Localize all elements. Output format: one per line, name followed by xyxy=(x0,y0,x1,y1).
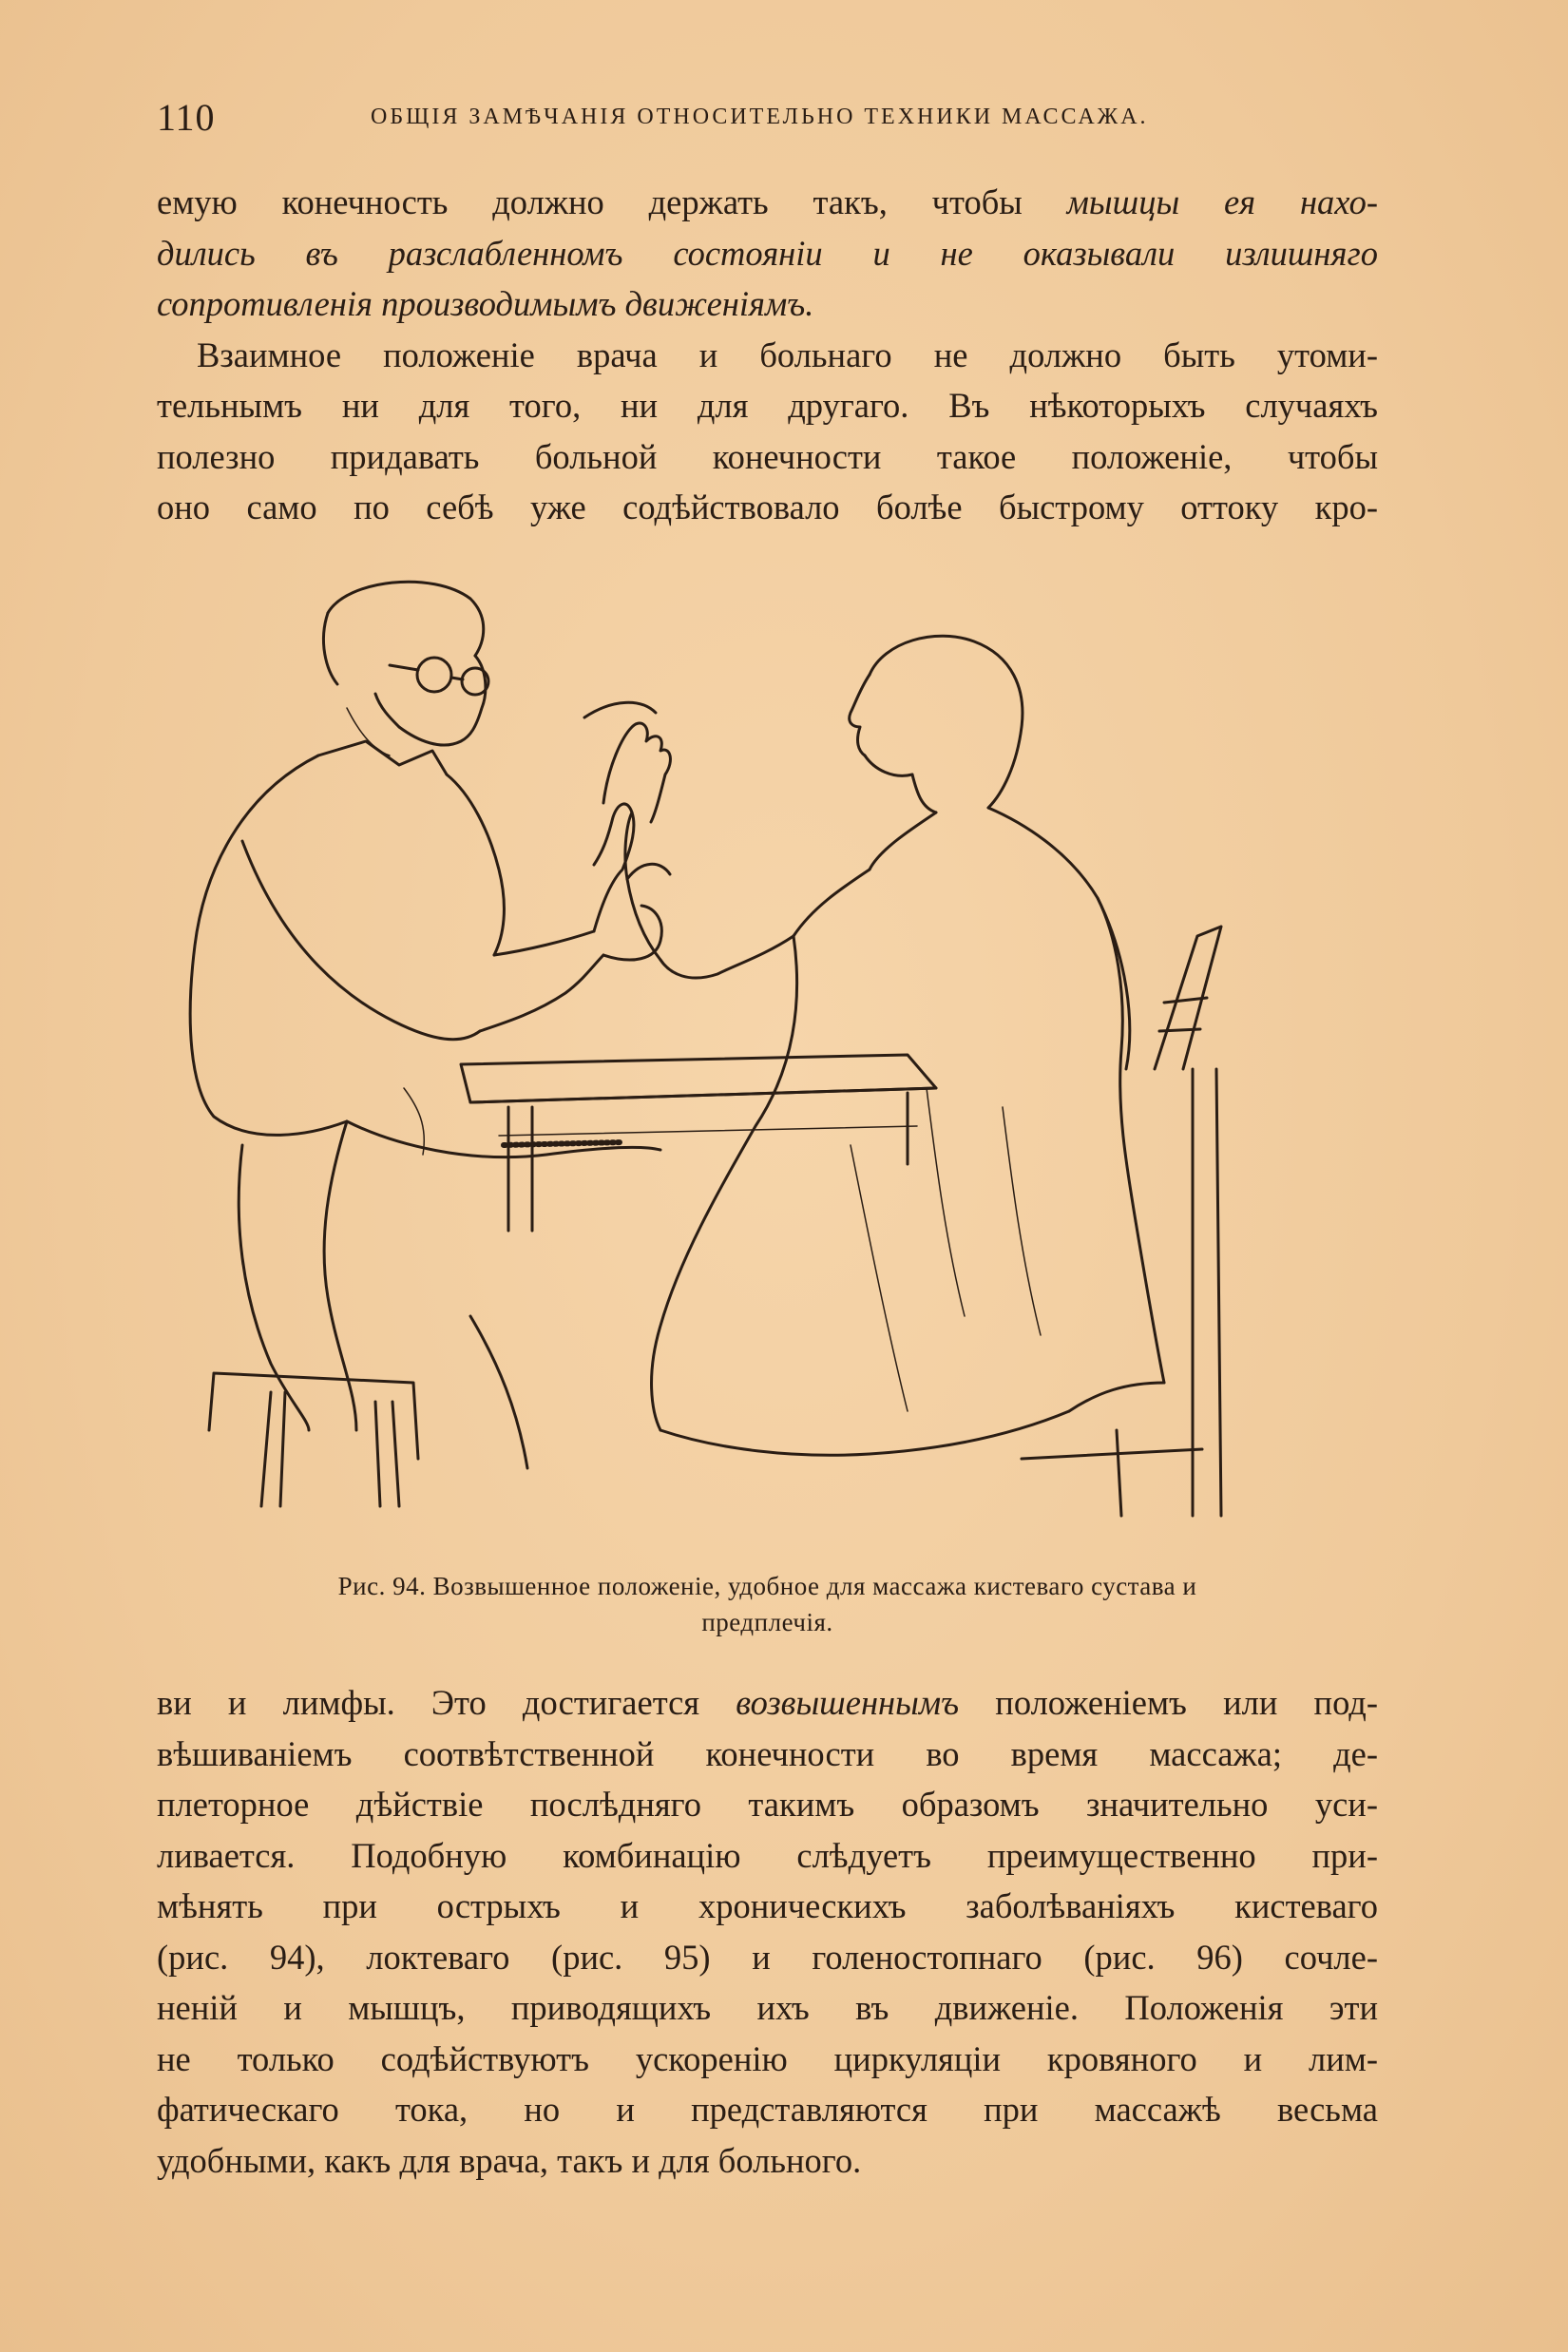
caption-line: Рис. 94. Возвышенное положеніе, удобное для массажа кистеваго сустава и xyxy=(337,1572,1197,1600)
text-line: удобными, какъ для врача, такъ и для больного. xyxy=(157,2140,862,2180)
text-line: плеторное дѣйствіе послѣдняго такимъ образомъ значительно уси- xyxy=(157,1785,1378,1824)
italic-text: мышцы ея нахо- xyxy=(1066,182,1378,221)
text-line: мѣнять при острыхъ и хроническихъ заболѣваніяхъ кистеваго xyxy=(157,1886,1378,1925)
patient-drawing xyxy=(584,636,1221,1516)
text-line: (рис. 94), локтеваго (рис. 95) и голеностопнаго (рис. 96) сочле- xyxy=(157,1937,1378,1977)
running-head: ОБЩІЯ ЗАМѢЧАНІЯ ОТНОСИТЕЛЬНО ТЕХНИКИ МАССАЖА. xyxy=(371,105,1149,129)
italic-text: возвышеннымъ xyxy=(736,1683,960,1722)
doctor-drawing xyxy=(190,582,661,1506)
bottom-text-block xyxy=(157,1677,1378,2186)
text-line: оно само по себѣ уже содѣйствовало болѣе быстрому оттоку кро- xyxy=(157,488,1378,526)
text-line: не только содѣйствуютъ ускоренію циркуляціи кровяного и лим- xyxy=(157,2038,1378,2078)
page-header xyxy=(157,95,1383,143)
text-line: полезно придавать больной конечности такое положеніе, чтобы xyxy=(157,436,1378,476)
italic-text-line: сопротивленія производимымъ движеніямъ. xyxy=(157,284,814,323)
text-line: неній и мышцъ, приводящихъ ихъ въ движеніе. Положенія эти xyxy=(157,1988,1378,2027)
text-line: ви и лимфы. Это достигается возвышеннымъ положеніемъ или под- xyxy=(157,1683,1378,1722)
text-line: емую конечность должно держать такъ, чтобы мышцы ея нахо- xyxy=(157,182,1378,221)
page-number: 110 xyxy=(157,96,216,139)
italic-text-line: дились въ разслабленномъ состояніи и не оказывали излишняго xyxy=(157,233,1378,273)
top-text-block xyxy=(157,177,1378,533)
text-line: фатическаго тока, но и представляются при массажѣ весьма xyxy=(157,2090,1378,2129)
text-line: вѣшиваніемъ соотвѣтственной конечности во время массажа; де- xyxy=(157,1733,1378,1773)
caption-line: предплечія. xyxy=(701,1608,833,1636)
table-drawing xyxy=(461,1055,936,1231)
figure-caption xyxy=(157,1568,1378,1640)
text-line: ливается. Подобную комбинацію слѣдуетъ преимущественно при- xyxy=(157,1835,1378,1875)
text-line: Взаимное положеніе врача и больнаго не должно быть утоми- xyxy=(197,335,1378,374)
text-line: тельнымъ ни для того, ни для другаго. Въ нѣкоторыхъ случаяхъ xyxy=(157,386,1378,425)
massage-illustration xyxy=(185,575,1354,1573)
